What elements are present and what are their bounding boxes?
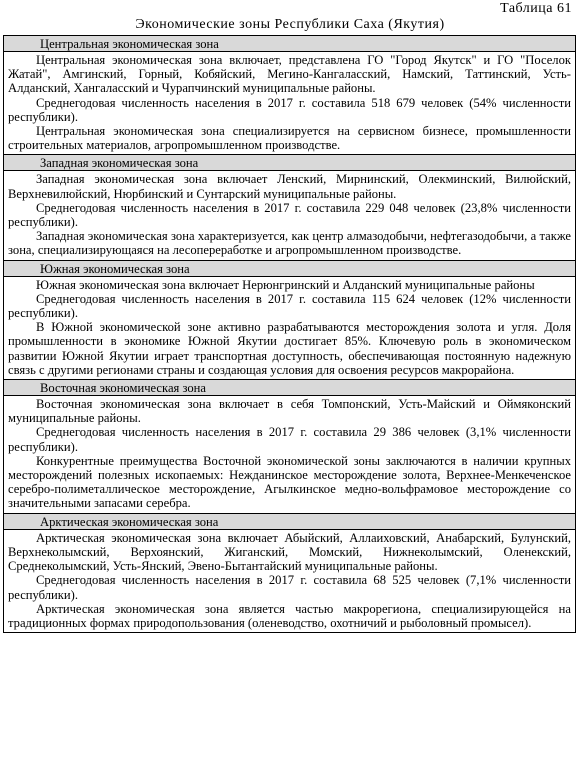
zone-body-eastern [4,396,575,514]
zones-table [3,35,576,633]
zone-paragraph: Конкурентные преимущества Восточной экономической зоны заключаются в наличии крупных месторождений полезных ископаемых: Нежданинское месторождение золота, Верхнее-Менкеченское серебро-полиметаллическое месторождение, Агылкинское медно-вольфрамовое месторождение со значительными запасами серебра. [8,453,571,511]
zone-paragraph: Западная экономическая зона включает Ленский, Мирнинский, Олекминский, Вилюйский, Верхневилюйский, Нюрбинский и Сунтарский муниципальные районы. [8,172,571,201]
zone-header-southern: Южная экономическая зона [4,261,575,277]
table-number: Таблица 61 [500,1,572,16]
zone-paragraph: Южная экономическая зона включает Нерюнгринский и Алданский муниципальные районы [36,277,535,292]
zone-body-central [4,52,575,155]
zone-paragraph: Среднегодовая численность населения в 2017 г. составила 68 525 человек (7,1% численности республики). [8,573,571,602]
table-title: Экономические зоны Республики Саха (Якутия) [135,17,445,32]
zone-header-arctic: Арктическая экономическая зона [4,514,575,530]
zone-paragraph: Среднегодовая численность населения в 2017 г. составила 29 386 человек (3,1% численности республики). [8,425,571,454]
zone-paragraph: Среднегодовая численность населения в 2017 г. составила 518 679 человек (54% численности республики). [8,95,571,124]
zone-paragraph: Центральная экономическая зона включает, представлена ГО "Город Якутск" и ГО "Поселок Жатай", Амгинский, Горный, Кобяйский, Мегино-Кангаласский, Намский, Таттинский, Усть-Алданский, Хангаласский и Чурапчинский муниципальные районы. [8,53,571,96]
zone-paragraph: Центральная экономическая зона специализируется на сервисном бизнесе, промышленности строительных материалов, агропромышленном производстве. [8,124,571,153]
zone-paragraph: Восточная экономическая зона включает в себя Томпонский, Усть-Майский и Оймяконский муниципальные районы. [8,397,571,426]
zone-header-central: Центральная экономическая зона [4,36,575,52]
zone-header-western: Западная экономическая зона [4,155,575,171]
zone-paragraph: Арктическая экономическая зона является частью макрорегиона, специализирующейся на традиционных формах природопользования (оленеводство, охотничий и рыболовный промысел). [8,601,571,630]
zone-paragraph: Среднегодовая численность населения в 2017 г. составила 115 624 человек (12% численности республики). [8,291,571,321]
zone-paragraph: Западная экономическая зона характеризуется, как центр алмазодобычи, нефтегазодобычи, а также зона, специализирующаяся на лесопереработке и агропромышленном производстве. [8,229,571,258]
zone-paragraph: Арктическая экономическая зона включает Абыйский, Аллаиховский, Анабарский, Булунский, Верхнеколымский, Верхоянский, Жиганский, Момский, Нижнеколымский, Оленекский, Среднеколымский, Усть-Янский, Эвено-Бытантайский муниципальные районы. [8,530,571,574]
zone-body-western [4,171,575,260]
zone-header-eastern: Восточная экономическая зона [4,380,575,396]
zone-body-arctic [4,530,575,633]
zone-paragraph: Среднегодовая численность населения в 2017 г. составила 229 048 человек (23,8% численности республики). [8,200,571,230]
zone-paragraph: В Южной экономической зоне активно разрабатываются месторождения золота и угля. Доля промышленности в экономике Южной Якутии достигает 85%. Ключевую роль в экономическом развитии Южной Якутии играет транспортная доступность, обеспечивающая постоянную надежную связь с другими регионами страны и создающая условия для освоения ресурсов макрорайона. [8,320,571,377]
zone-body-southern [4,277,575,380]
